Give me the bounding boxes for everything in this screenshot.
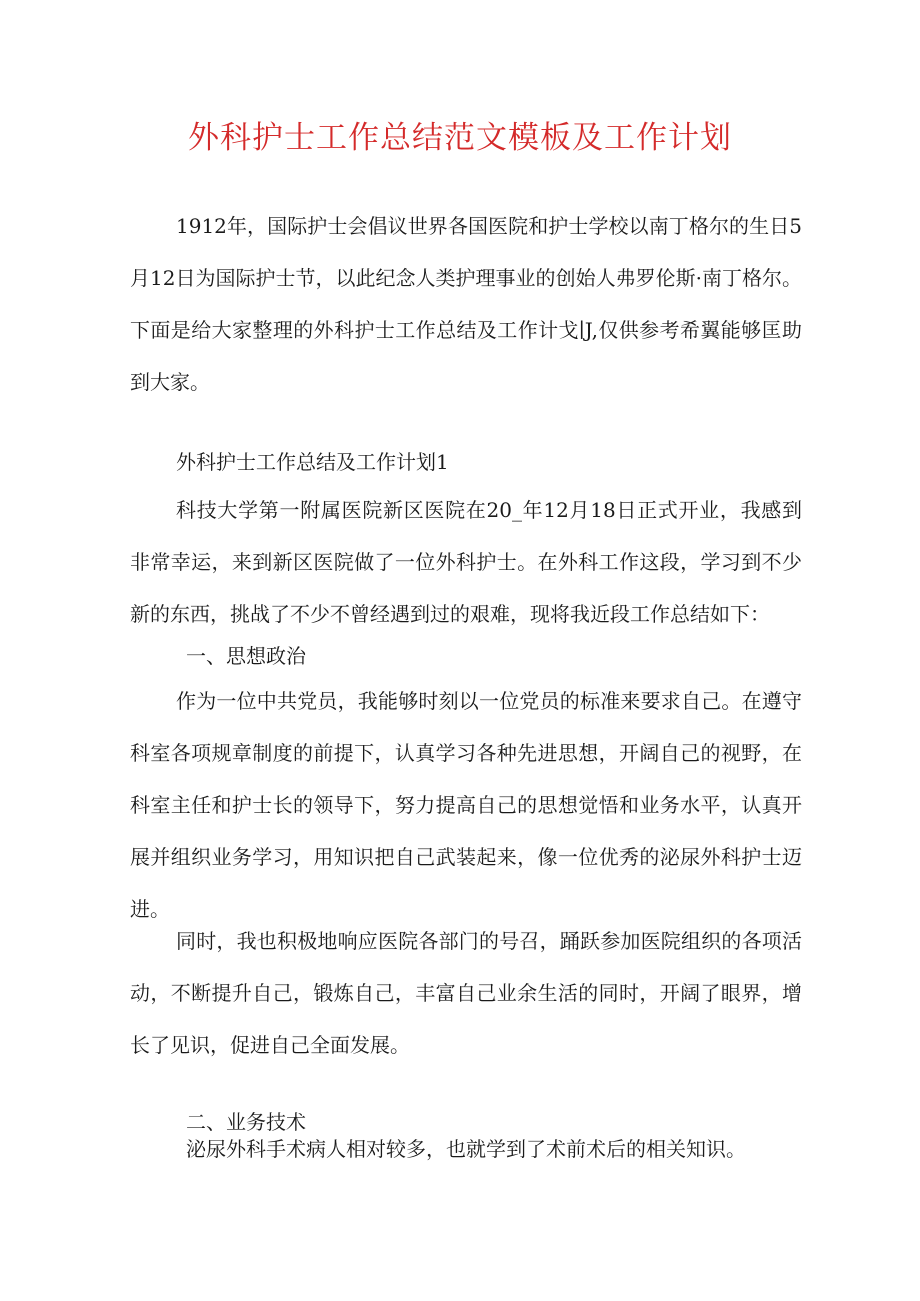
body-paragraph: 泌尿外科手术病人相对较多，也就学到了术前术后的相关知识。 [186,1137,746,1161]
subheading-politics: 一、思想政治 [186,644,306,668]
body-paragraph: 科技大学第一附属医院新区医院在20_年12月18日正式开业，我感到非常幸运，来到新区医院做了一位外科护士。在外科工作这段，学习到不少新的东西，挑战了不少不曾经遇到过的艰难，现将我近段工作总结如下： [130,498,802,626]
document-title: 外科护士工作总结范文模板及工作计划 [188,120,732,156]
section-heading: 外科护士工作总结及工作计划1 [176,450,449,474]
body-paragraph: 作为一位中共党员，我能够时刻以一位党员的标准来要求自己。在遵守科室各项规章制度的前提下，认真学习各种先进思想，开阔自己的视野，在科室主任和护士长的领导下，努力提高自己的思想觉悟和业务水平，认真开展并组织业务学习，用知识把自己武装起来，像一位优秀的泌尿外科护士迈进。 [130,689,802,921]
intro-paragraph: 1912年，国际护士会倡议世界各国医院和护士学校以南丁格尔的生日5月12日为国际护士节，以此纪念人类护理事业的创始人弗罗伦斯·南丁格尔。下面是给大家整理的外科护士工作总结及工作计戈∣J,仅供参考希翼能够匡助到大家。 [130,214,802,394]
body-paragraph: 同时，我也积极地响应医院各部门的号召，踊跃参加医院组织的各项活动，不断提升自己，锻炼自己，丰富自己业余生活的同时，开阔了眼界，增长了见识，促进自己全面发展。 [130,929,802,1057]
subheading-business: 二、业务技术 [186,1110,306,1134]
